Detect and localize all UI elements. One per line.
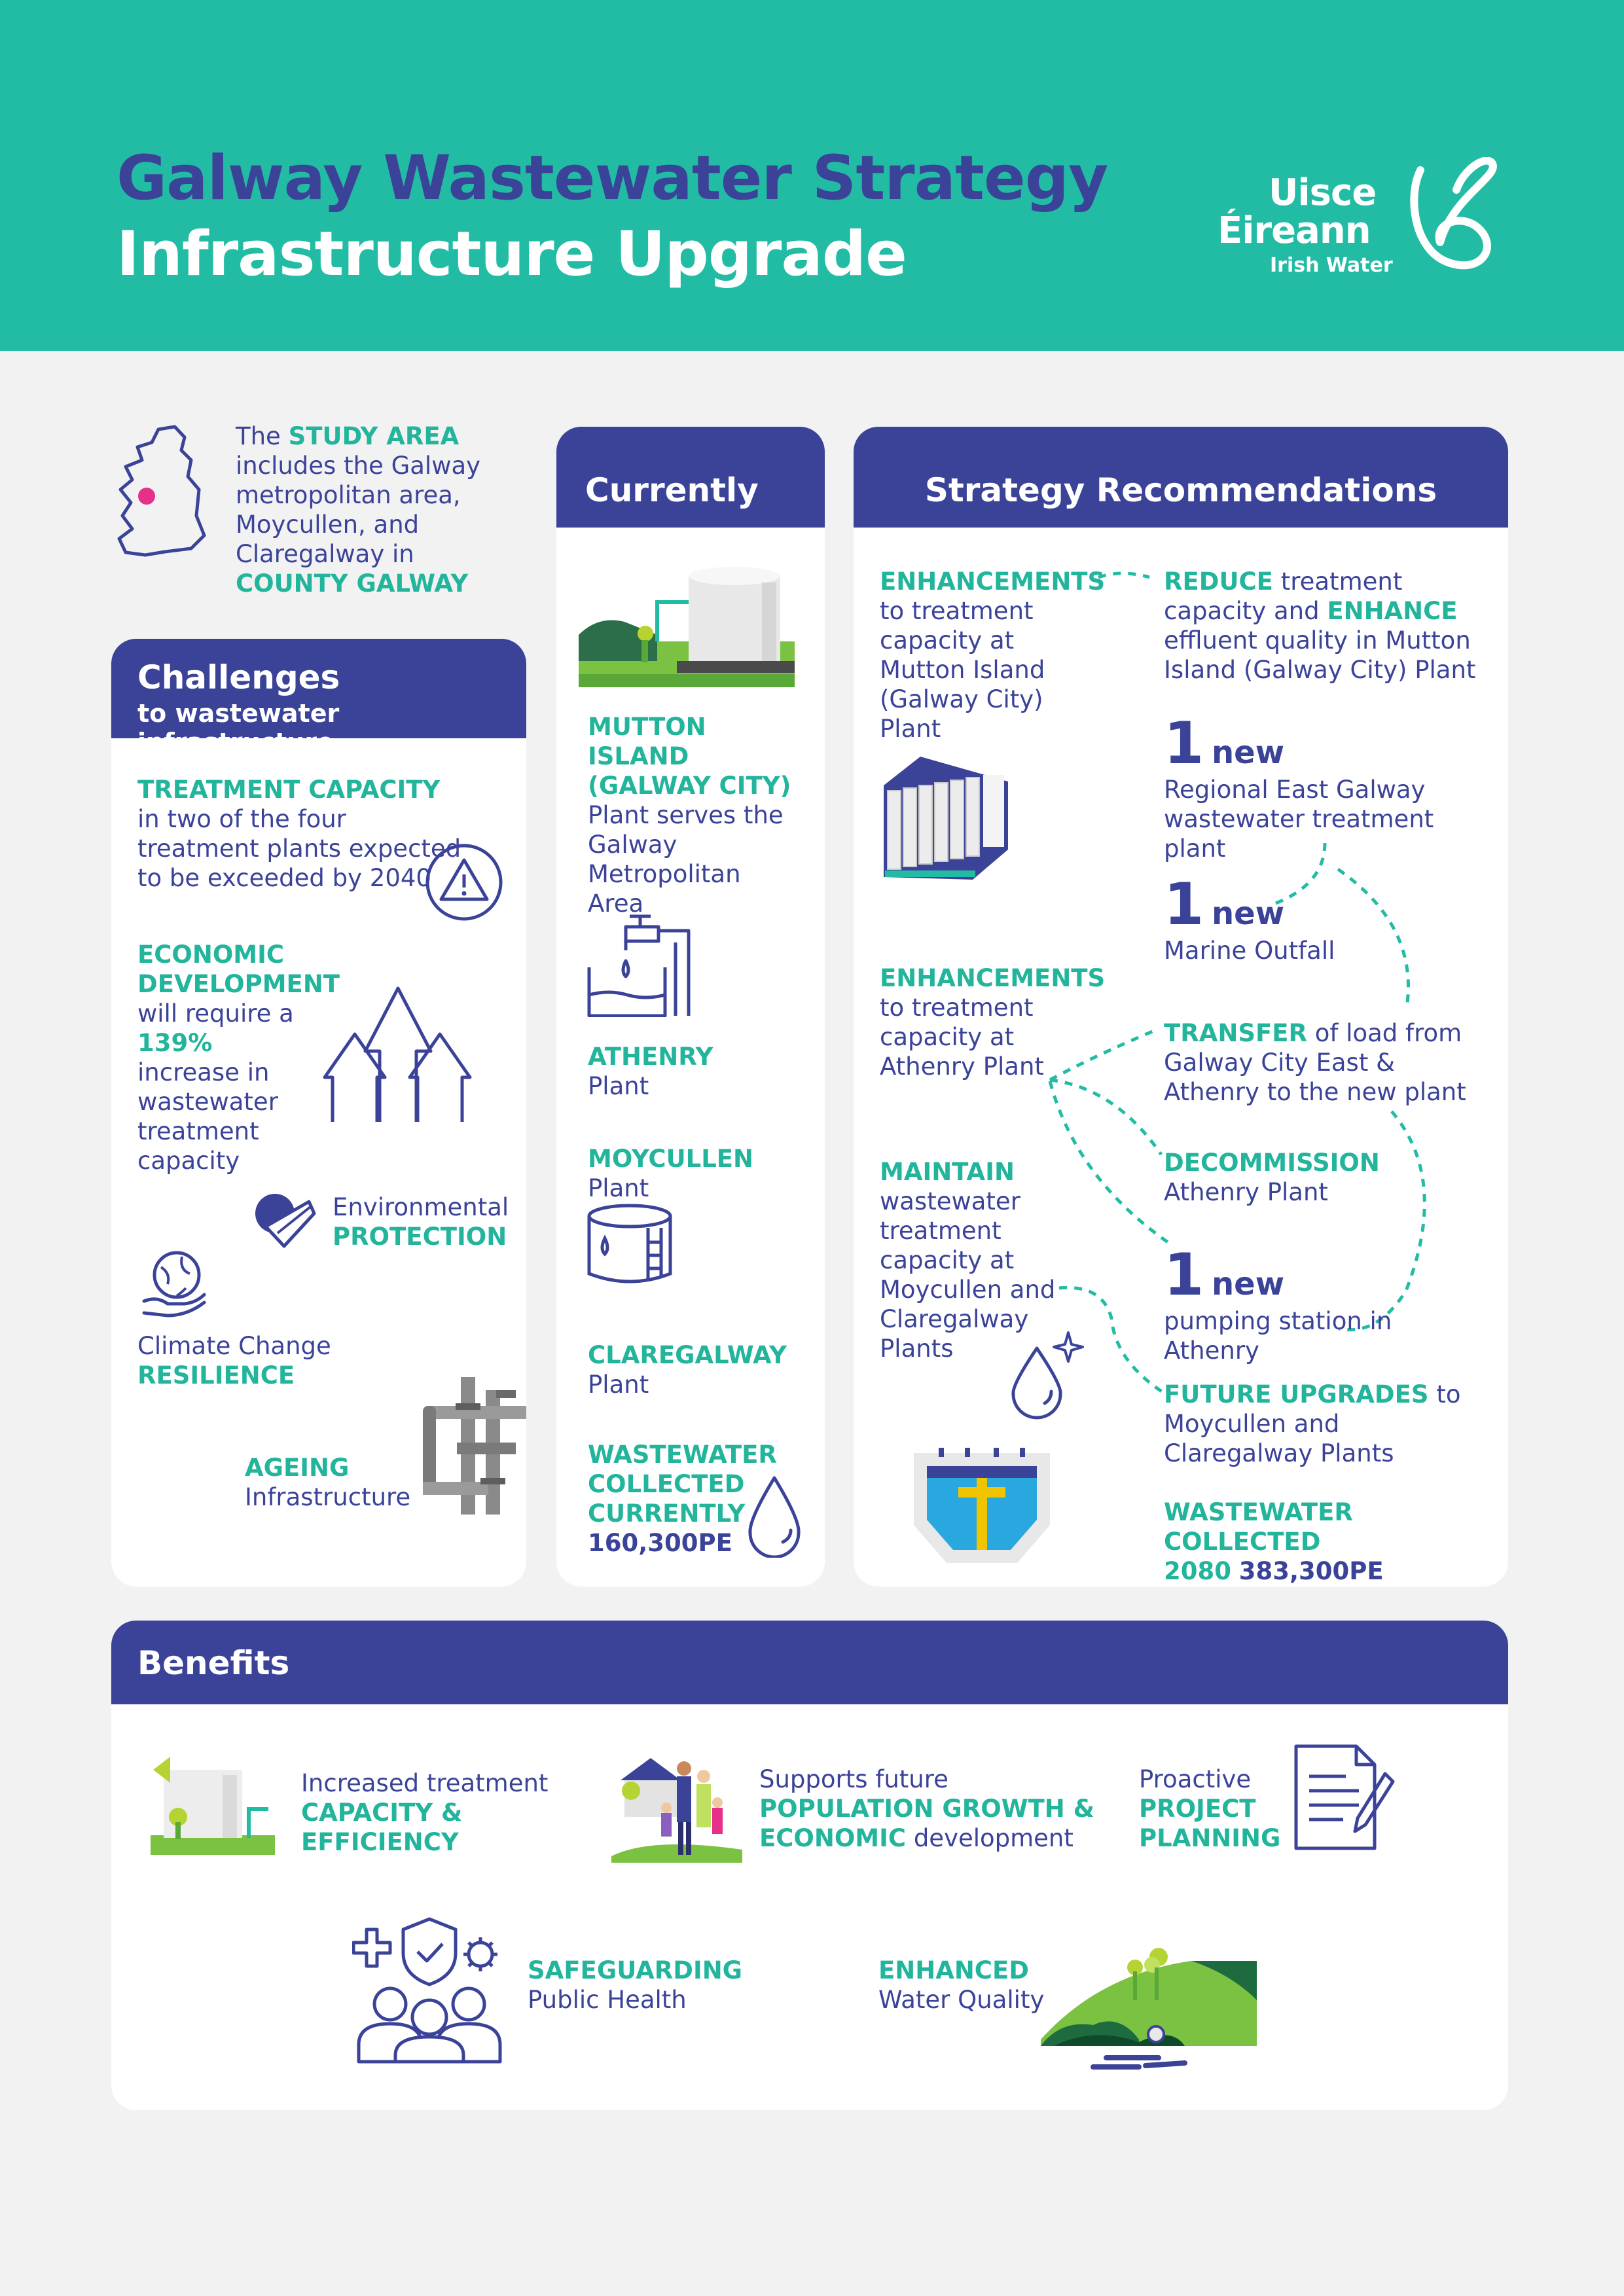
logo-mark-icon — [1401, 157, 1512, 281]
strategy-reduce-enhance: REDUCE treatment capacity and ENHANCE effluent quality in Mutton Island (Galway City) Plant — [1164, 567, 1476, 684]
strategy-decommission: DECOMMISSION Athenry Plant — [1164, 1149, 1380, 1206]
environment-icon — [251, 1187, 317, 1250]
strategy-new-outfall: 1 new Marine Outfall — [1164, 870, 1335, 965]
globe-hand-icon — [141, 1247, 207, 1318]
benefits-card — [111, 1621, 1508, 2110]
currently-card — [556, 427, 825, 1587]
strategy-new-plant: 1 new Regional East Galway wastewater treatment plant — [1164, 709, 1434, 863]
tap-icon — [586, 908, 694, 1017]
page-title-line1: Galway Wastewater Strategy — [117, 143, 1108, 214]
challenges-subtitle: to wastewater infrastructure — [137, 699, 340, 757]
current-athenry: ATHENRY Plant — [588, 1043, 713, 1100]
ireland-map-icon — [113, 424, 211, 559]
uisce-eireann-logo: Uisce Éireann Irish Water — [1218, 157, 1519, 288]
warning-icon — [423, 843, 505, 922]
current-wastewater-collected: WASTEWATER COLLECTED CURRENTLY 160,300PE — [588, 1441, 777, 1557]
benefit-capacity-efficiency: Increased treatment CAPACITY & EFFICIENCY — [301, 1769, 549, 1856]
strategy-enhance-athenry: ENHANCEMENTS to treatment capacity at Athenry Plant — [880, 964, 1106, 1081]
strategy-maintain: MAINTAIN wastewater treatment capacity at Moycullen and Claregalway Plants — [880, 1158, 1056, 1363]
capacity-plant-icon — [151, 1757, 275, 1855]
document-icon — [1293, 1744, 1396, 1852]
strategy-title: Strategy Recommendations — [924, 471, 1437, 509]
strategy-wastewater-collected: WASTEWATER COLLECTED 2080 383,300PE — [1164, 1498, 1384, 1585]
growth-arrows-icon — [322, 986, 474, 1123]
current-mutton-island: MUTTON ISLAND (GALWAY CITY) Plant serves the Galway Metropolitan Area — [588, 713, 791, 918]
challenges-card — [111, 639, 526, 1587]
challenge-economic-development: ECONOMIC DEVELOPMENT will require a 139% increase in wastewater treatment capacity — [137, 941, 340, 1175]
tank-icon — [585, 1203, 676, 1287]
benefit-project-planning: Proactive PROJECT PLANNING — [1139, 1765, 1281, 1852]
challenges-title: Challenges — [137, 658, 340, 696]
strategy-transfer: TRANSFER of load from Galway City East & Athenry to the new plant — [1164, 1019, 1466, 1106]
water-drop-icon — [745, 1474, 804, 1558]
currently-title: Currently — [585, 471, 759, 509]
strategy-enhance-mutton: ENHANCEMENTS to treatment capacity at Mutton Island (Galway City) Plant — [880, 567, 1106, 743]
filter-unit-icon — [881, 755, 1009, 884]
benefit-public-health: SAFEGUARDING Public Health — [528, 1956, 743, 2014]
strategy-card — [854, 427, 1508, 1587]
challenge-ageing-infrastructure: AGEING Infrastructure — [245, 1454, 411, 1511]
study-area-text: The STUDY AREA includes the Galway metropolitan area, Moycullen, and Claregalway in COUNTY GALWAY — [236, 422, 481, 598]
pipes-icon — [414, 1377, 526, 1515]
landscape-icon — [1041, 1948, 1257, 2071]
current-moycullen: MOYCULLEN Plant — [588, 1145, 754, 1202]
family-icon — [611, 1751, 742, 1863]
header-banner — [0, 0, 1624, 351]
current-claregalway: CLAREGALWAY Plant — [588, 1341, 787, 1399]
treatment-plant-icon — [579, 563, 795, 687]
challenge-environmental-protection: Environmental PROTECTION — [333, 1193, 509, 1251]
strategy-future-upgrades: FUTURE UPGRADES to Moycullen and Claregalway Plants — [1164, 1380, 1461, 1467]
challenge-treatment-capacity: TREATMENT CAPACITY in two of the four treatment plants expected to be exceeded by 2040 — [137, 776, 461, 892]
benefits-title: Benefits — [137, 1644, 290, 1682]
benefit-water-quality: ENHANCED Water Quality — [878, 1956, 1045, 2014]
strategy-new-pumping: 1 new pumping station in Athenry — [1164, 1241, 1392, 1365]
page-title-line2: Infrastructure Upgrade — [117, 219, 907, 290]
outfall-icon — [912, 1448, 1051, 1566]
health-shield-icon — [352, 1916, 507, 2064]
sparkle-drop-icon — [1008, 1329, 1087, 1420]
challenge-climate-resilience: Climate Change RESILIENCE — [137, 1332, 331, 1390]
benefit-population-growth: Supports future POPULATION GROWTH & ECONOMIC development — [759, 1765, 1094, 1852]
